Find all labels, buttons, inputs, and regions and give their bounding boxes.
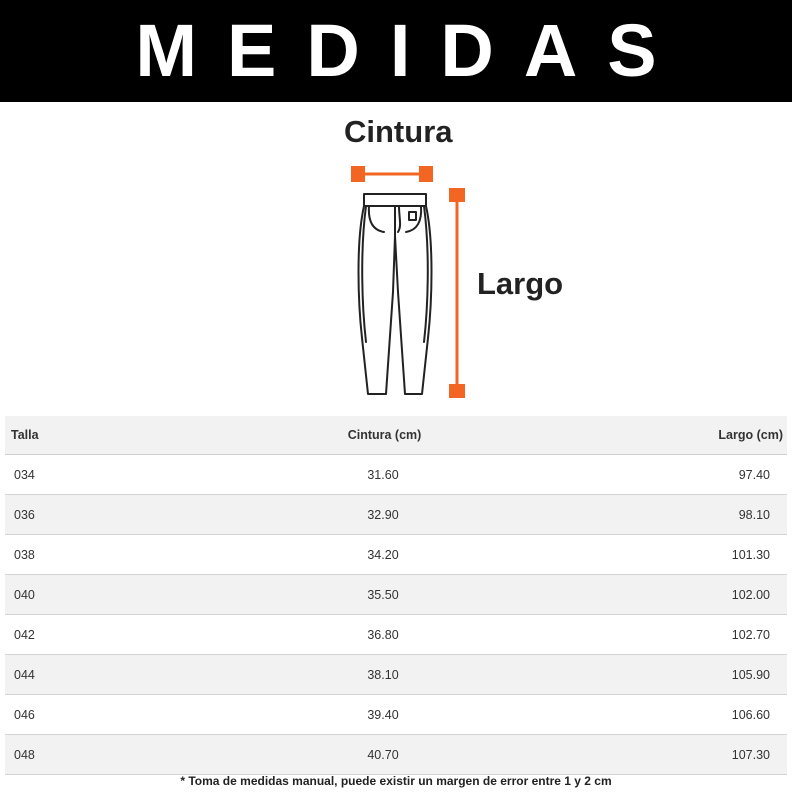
table-row <box>5 495 787 535</box>
size-cell: 038 <box>5 535 143 575</box>
length-cell: 98.10 <box>612 495 787 535</box>
column-header-largo: Largo (cm) <box>612 416 787 455</box>
pants-icon <box>359 194 432 394</box>
column-header-cintura: Cintura (cm) <box>143 416 612 455</box>
waist-cell: 31.60 <box>143 455 612 495</box>
size-cell: 042 <box>5 615 143 655</box>
length-cell: 102.00 <box>612 575 787 615</box>
waist-measure-indicator <box>351 166 433 182</box>
length-cell: 101.30 <box>612 535 787 575</box>
size-cell: 044 <box>5 655 143 695</box>
table-header-row <box>5 416 787 455</box>
length-cell: 105.90 <box>612 655 787 695</box>
size-table <box>5 416 787 775</box>
footnote: * Toma de medidas manual, puede existir un margen de error entre 1 y 2 cm <box>180 774 612 788</box>
table-row <box>5 735 787 775</box>
table-row <box>5 535 787 575</box>
table-row <box>5 695 787 735</box>
size-cell: 036 <box>5 495 143 535</box>
waist-cell: 39.40 <box>143 695 612 735</box>
measurement-diagram <box>0 102 792 412</box>
waist-cell: 35.50 <box>143 575 612 615</box>
length-measure-indicator <box>449 188 465 398</box>
table-row <box>5 575 787 615</box>
length-cell: 102.70 <box>612 615 787 655</box>
length-cell: 97.40 <box>612 455 787 495</box>
waist-cell: 38.10 <box>143 655 612 695</box>
size-cell: 040 <box>5 575 143 615</box>
table-row <box>5 455 787 495</box>
length-cell: 107.30 <box>612 735 787 775</box>
size-cell: 048 <box>5 735 143 775</box>
length-cell: 106.60 <box>612 695 787 735</box>
waist-cell: 40.70 <box>143 735 612 775</box>
header-banner <box>0 0 792 102</box>
column-header-talla: Talla <box>5 416 143 455</box>
length-label: Largo <box>477 266 564 301</box>
page-title: MEDIDAS <box>135 9 687 92</box>
waist-label: Cintura <box>344 114 453 149</box>
size-cell: 046 <box>5 695 143 735</box>
size-cell: 034 <box>5 455 143 495</box>
waist-cell: 32.90 <box>143 495 612 535</box>
waist-cell: 36.80 <box>143 615 612 655</box>
waist-cell: 34.20 <box>143 535 612 575</box>
table-row <box>5 655 787 695</box>
table-row <box>5 615 787 655</box>
